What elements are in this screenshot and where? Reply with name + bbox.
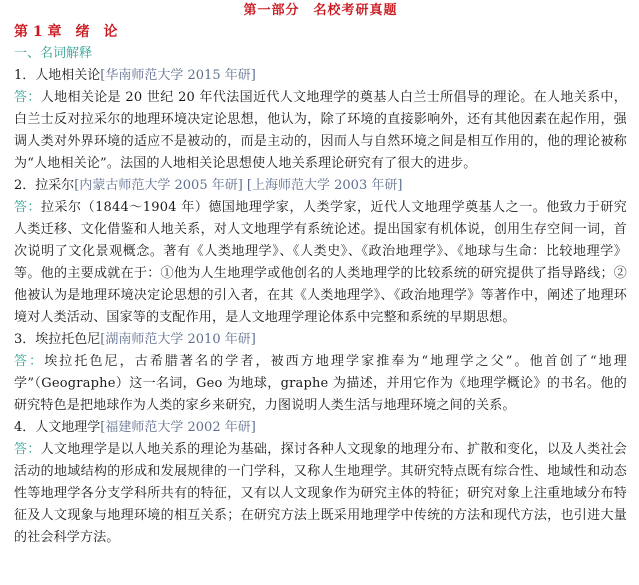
question-number: 4． — [14, 420, 36, 435]
question-2-heading — [14, 175, 627, 197]
answer-text: 人地相关论是 20 世纪 20 年代法国近代人文地理学的奠基人白兰士所倡导的理论。在人地关系中，白兰士反对拉采尔的地理环境决定论思想，他认为，除了环境的直接影响外，还有其他因素在起作用，强调人类对外界环境的适应不是被动的，而是主动的，因而人与自然环境之间是相互作用的，他的理论被称为“人地相关论”。法国的人地相关论思想使人地关系理论研究有了很大的进步。 — [14, 90, 627, 171]
question-source: [上海师范大学 2003 年研] — [242, 178, 403, 193]
answer-label: 答： — [14, 200, 42, 215]
question-1-heading — [14, 65, 627, 87]
answer-label: 答： — [14, 354, 45, 369]
question-4-answer — [14, 439, 627, 549]
question-term: 人地相关论 — [35, 68, 101, 83]
question-term: 人文地理学 — [35, 420, 101, 435]
question-source: [华南师范大学 2015 年研] — [100, 68, 256, 83]
chapter-title — [14, 21, 627, 43]
answer-text: 人文地理学是以人地关系的理论为基础，探讨各种人文现象的地理分布、扩散和变化，以及人类社会活动的地域结构的形成和发展规律的一门学科，又称人生地理学。其研究特点既有综合性、地域性和动态性等地理学各分支学科所共有的特征，又有以人文现象作为研究主体的特征；研究对象上注重地域分布特征及人文现象与地理环境的相互关系；在研究方法上既采用地理学中传统的方法和现代方法，也引进大量的社会科学方法。 — [14, 442, 627, 545]
question-term: 埃拉托色尼 — [35, 332, 101, 347]
answer-text: 拉采尔（1844～1904 年）德国地理学家，人类学家，近代人文地理学奠基人之一。他致力于研究人类迁移、文化借鉴和人地关系，对人文地理学有系统论述。提出国家有机体说，创用生存空间一词，首次说明了文化景观概念。著有《人类地理学》、《人类史》、《政治地理学》、《地球与生命：比较地理学》等。他的主要成就在于：①他为人生地理学或他创名的人类地理学的比较系统的研究提供了指导路线；②他被认为是地理环境决定论思想的引入者，在其《人类地理学》、《政治地理学》等著作中，阐述了地理环境对人类活动、国家等的支配作用，是人文地理学理论体系中完整和系统的早期思想。 — [14, 200, 627, 325]
question-2-answer — [14, 197, 627, 329]
question-3-heading — [14, 329, 627, 351]
question-number: 3． — [14, 332, 36, 347]
question-source: [内蒙古师范大学 2005 年研] — [74, 178, 243, 193]
question-3-answer — [14, 351, 627, 417]
question-number: 1． — [14, 68, 36, 83]
question-source: [湖南师范大学 2010 年研] — [100, 332, 256, 347]
answer-text: 埃拉托色尼，古希腊著名的学者，被西方地理学家推奉为“地理学之父”。他首创了“地理学”（Geographe）这一名词，Geo 为地球，graphe 为描述，并用它作为《地理学概论》的书名。他的研究特色是把地球作为人类的家乡来研究，力图说明人类生活与地理环境之间的关系。 — [14, 354, 627, 413]
question-number: 2． — [14, 178, 36, 193]
chapter-name: 绪 论 — [75, 24, 118, 40]
chapter-number: 第 1 章 — [14, 24, 62, 40]
answer-label: 答： — [14, 90, 41, 105]
part-title: 第一部分 名校考研真题 — [243, 3, 398, 18]
answer-label: 答： — [14, 442, 41, 457]
question-source: [福建师范大学 2002 年研] — [100, 420, 256, 435]
question-1-answer — [14, 87, 627, 175]
question-term: 拉采尔 — [35, 178, 75, 193]
question-4-heading — [14, 417, 627, 439]
section-title: 一、名词解释 — [14, 46, 93, 61]
